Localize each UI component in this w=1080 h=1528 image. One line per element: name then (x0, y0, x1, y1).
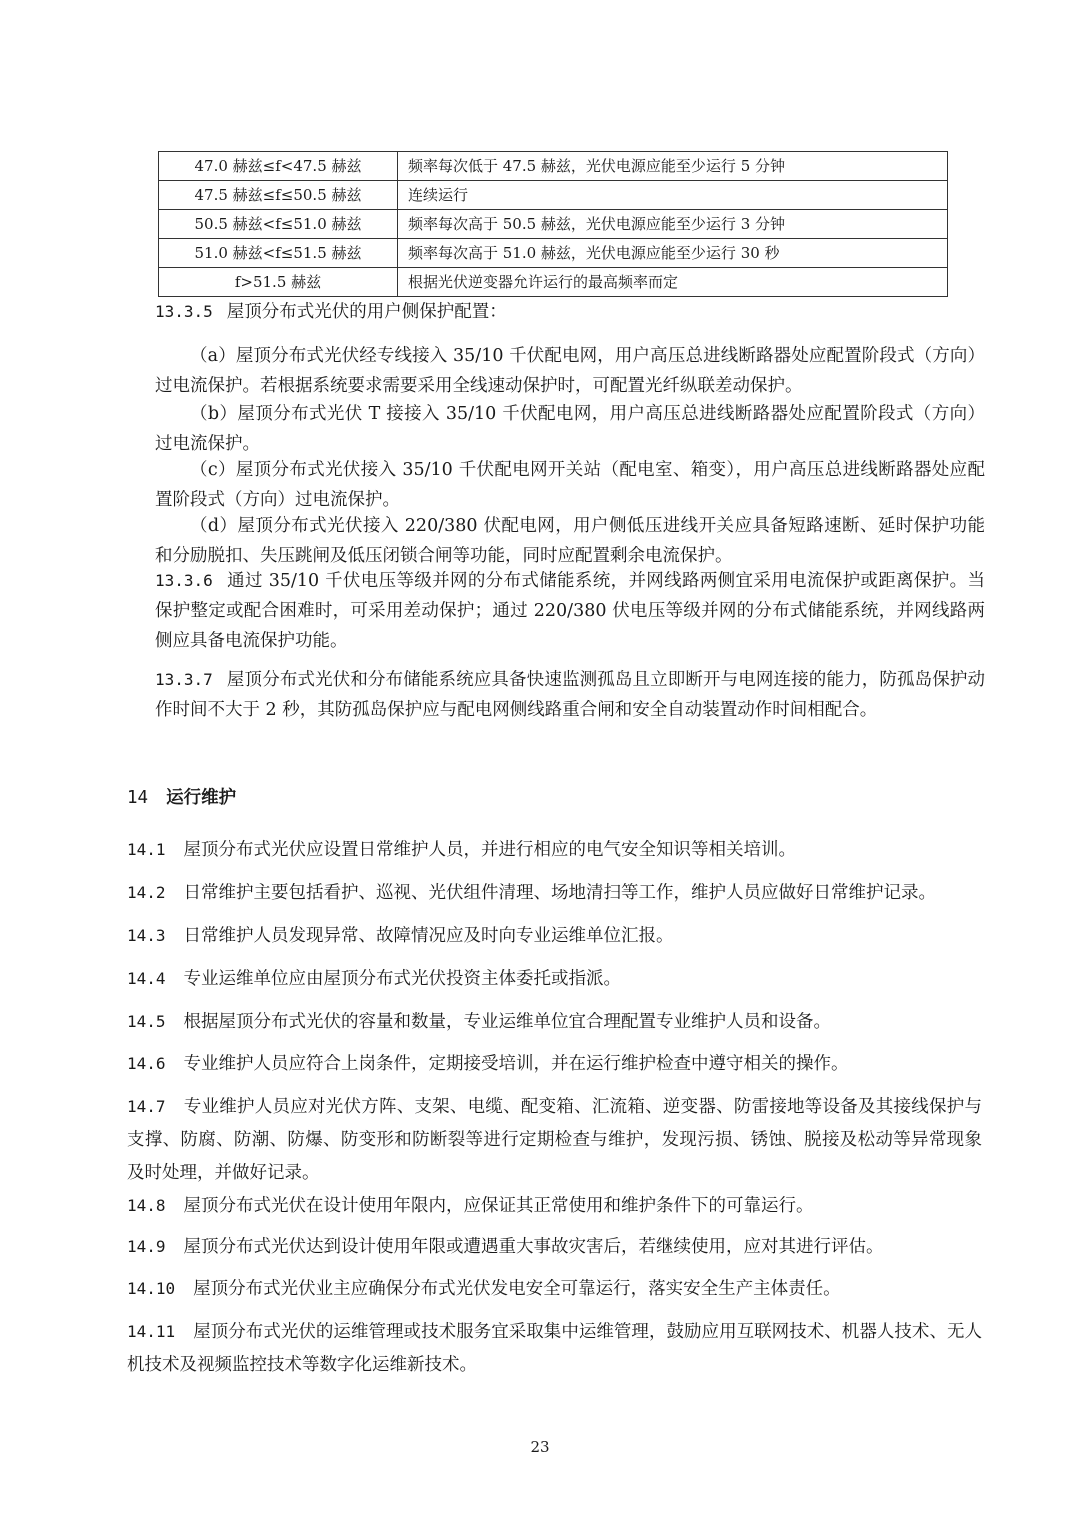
clause-number: 14.5 (127, 1012, 166, 1031)
clause-14-9 (127, 1230, 982, 1264)
frequency-table (158, 151, 948, 297)
clause-number: 14.6 (127, 1054, 166, 1073)
chapter-title: 运行维护 (166, 788, 237, 808)
clause-14-6 (127, 1047, 982, 1081)
clause-number: 14.7 (127, 1097, 166, 1116)
table-cell-requirement: 频率每次高于 50.5 赫兹，光伏电源应能至少运行 3 分钟 (398, 210, 948, 239)
table-cell-range: 50.5 赫兹<f≤51.0 赫兹 (159, 210, 398, 239)
clause-13-3-7 (155, 665, 985, 725)
clause-text: 日常维护人员发现异常、故障情况应及时向专业运维单位汇报。 (183, 926, 674, 946)
clause-13-3-5-item-b: （b）屋顶分布式光伏 T 接接入 35/10 千伏配电网，用户高压总进线断路器处应配置阶段式（方向）过电流保护。 (155, 404, 985, 454)
table-row (159, 210, 948, 239)
clause-number: 14.2 (127, 883, 166, 902)
table-cell-requirement: 连续运行 (398, 181, 948, 210)
table-cell-range: f>51.5 赫兹 (159, 268, 398, 297)
clause-13-3-5-item-d: （d）屋顶分布式光伏接入 220/380 伏配电网，用户侧低压进线开关应具备短路速断、延时保护功能和分励脱扣、失压跳闸及低压闭锁合闸等功能，同时应配置剩余电流保护。 (155, 516, 985, 566)
table-row (159, 152, 948, 181)
clause-number: 14.8 (127, 1196, 166, 1215)
clause-14-3 (127, 919, 982, 953)
clause-number: 14.9 (127, 1237, 166, 1256)
clause-14-11 (127, 1315, 982, 1382)
clause-13-3-6 (155, 566, 985, 656)
clause-text: 专业维护人员应符合上岗条件，定期接受培训，并在运行维护检查中遵守相关的操作。 (183, 1054, 849, 1074)
table-row (159, 268, 948, 297)
clause-14-7 (127, 1090, 982, 1190)
table-cell-requirement: 频率每次高于 51.0 赫兹，光伏电源应能至少运行 30 秒 (398, 239, 948, 268)
clause-14-10 (127, 1272, 982, 1306)
clause-text: 屋顶分布式光伏在设计使用年限内，应保证其正常使用和维护条件下的可靠运行。 (183, 1196, 814, 1216)
clause-text: 屋顶分布式光伏应设置日常维护人员，并进行相应的电气安全知识等相关培训。 (183, 840, 797, 860)
table-row (159, 181, 948, 210)
clause-14-5 (127, 1005, 982, 1039)
clause-text: 日常维护主要包括看护、巡视、光伏组件清理、场地清扫等工作，维护人员应做好日常维护记录。 (183, 883, 937, 903)
clause-number: 14.10 (127, 1279, 176, 1298)
chapter-14-heading (127, 783, 236, 813)
clause-text: 屋顶分布式光伏的运维管理或技术服务宜采取集中运维管理，鼓励应用互联网技术、机器人技术、无人机技术及视频监控技术等数字化运维新技术。 (127, 1322, 982, 1375)
clause-13-3-5-item-c: （c）屋顶分布式光伏接入 35/10 千伏配电网开关站（配电室、箱变），用户高压总进线断路器处应配置阶段式（方向）过电流保护。 (155, 460, 985, 510)
clause-title: 屋顶分布式光伏的用户侧保护配置： (226, 302, 507, 322)
chapter-number: 14 (127, 788, 149, 808)
table-row (159, 239, 948, 268)
clause-text: 通过 35/10 千伏电压等级并网的分布式储能系统，并网线路两侧宜采用电流保护或距离保护。当保护整定或配合困难时，可采用差动保护；通过 220/380 伏电压等级并网的分布式储能系统，并网线路两侧应具备电流保护功能。 (155, 571, 985, 651)
clause-14-1 (127, 833, 982, 867)
table-cell-range: 51.0 赫兹<f≤51.5 赫兹 (159, 239, 398, 268)
clause-number: 13.3.7 (155, 670, 213, 689)
table-cell-range: 47.5 赫兹≤f≤50.5 赫兹 (159, 181, 398, 210)
table-cell-range: 47.0 赫兹≤f<47.5 赫兹 (159, 152, 398, 181)
clause-text: 屋顶分布式光伏和分布储能系统应具备快速监测孤岛且立即断开与电网连接的能力，防孤岛保护动作时间不大于 2 秒，其防孤岛保护应与配电网侧线路重合闸和安全自动装置动作时间相配合。 (155, 670, 985, 720)
clause-number: 13.3.5 (155, 302, 213, 321)
clause-text: 屋顶分布式光伏达到设计使用年限或遭遇重大事故灾害后，若继续使用，应对其进行评估。 (183, 1237, 884, 1257)
table-cell-requirement: 频率每次低于 47.5 赫兹，光伏电源应能至少运行 5 分钟 (398, 152, 948, 181)
clause-14-8 (127, 1189, 982, 1223)
clause-number: 14.4 (127, 969, 166, 988)
clause-number: 14.1 (127, 840, 166, 859)
clause-text: 专业运维单位应由屋顶分布式光伏投资主体委托或指派。 (183, 969, 622, 989)
clause-text: 根据屋顶分布式光伏的容量和数量，专业运维单位宜合理配置专业维护人员和设备。 (183, 1012, 832, 1032)
clause-number: 14.11 (127, 1322, 176, 1341)
clause-14-4 (127, 962, 982, 996)
clause-13-3-5-title (155, 297, 985, 327)
clause-number: 14.3 (127, 926, 166, 945)
clause-13-3-5-item-a: （a）屋顶分布式光伏经专线接入 35/10 千伏配电网，用户高压总进线断路器处应配置阶段式（方向）过电流保护。若根据系统要求需要采用全线速动保护时，可配置光纤纵联差动保护。 (155, 346, 985, 396)
clause-number: 13.3.6 (155, 571, 213, 590)
table-cell-requirement: 根据光伏逆变器允许运行的最高频率而定 (398, 268, 948, 297)
clause-14-2 (127, 876, 982, 910)
clause-text: 屋顶分布式光伏业主应确保分布式光伏发电安全可靠运行，落实安全生产主体责任。 (193, 1279, 841, 1299)
page-number: 23 (530, 1438, 550, 1456)
clause-text: 专业维护人员应对光伏方阵、支架、电缆、配变箱、汇流箱、逆变器、防雷接地等设备及其接线保护与支撑、防腐、防潮、防爆、防变形和防断裂等进行定期检查与维护，发现污损、锈蚀、脱接及松动等异常现象及时处理，并做好记录。 (127, 1097, 982, 1183)
